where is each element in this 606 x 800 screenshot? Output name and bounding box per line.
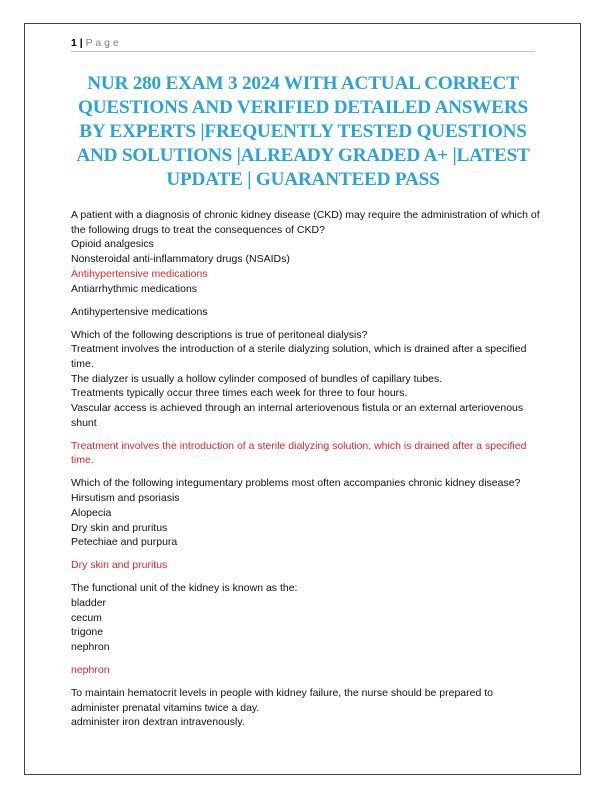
answer-text: Treatment involves the introduction of a sterile dialyzing solution, which is drained after a specified time. [71, 439, 527, 467]
question-block [71, 686, 541, 730]
question-option: administer prenatal vitamins twice a day. [71, 701, 260, 714]
question-option-highlighted: Antihypertensive medications [71, 267, 208, 280]
question-option: Opioid analgesics [71, 238, 154, 251]
question-stem: Which of the following descriptions is true of peritoneal dialysis? [71, 328, 368, 341]
question-option: Treatment involves the introduction of a sterile dialyzing solution, which is drained after a specified time. [71, 343, 527, 370]
question-option: Treatments typically occur three times each week for three to four hours. [71, 387, 408, 400]
question-list [71, 208, 541, 738]
question-option: Dry skin and pruritus [71, 521, 168, 534]
question-stem: Which of the following integumentary problems most often accompanies chronic kidney disease? [71, 477, 521, 490]
answer-text: nephron [71, 664, 110, 677]
page-label: P a g e [85, 37, 119, 49]
question-option: The dialyzer is usually a hollow cylinder composed of bundles of capillary tubes. [71, 372, 443, 385]
question-option: bladder [71, 596, 107, 609]
question-option: Nonsteroidal anti-inflammatory drugs (NSAIDs) [71, 253, 290, 266]
question-block [71, 208, 541, 296]
question-option: trigone [71, 626, 104, 639]
answer-text: Antihypertensive medications [71, 305, 208, 318]
question-stem: A patient with a diagnosis of chronic kidney disease (CKD) may require the administration of which of the following drugs to treat the consequences of CKD? [71, 209, 540, 236]
question-option: Antiarrhythmic medications [71, 282, 198, 295]
question-block [71, 476, 541, 550]
question-stem: To maintain hematocrit levels in people with kidney failure, the nurse should be prepared to [71, 687, 493, 700]
question-block [71, 328, 541, 431]
question-option: nephron [71, 641, 110, 654]
question-block [71, 581, 541, 655]
answer-text: Dry skin and pruritus [71, 559, 168, 572]
question-option: Petechiae and purpura [71, 536, 178, 549]
question-option: Hirsutism and psoriasis [71, 492, 180, 505]
page-number: 1 [71, 37, 77, 49]
page-header [71, 37, 535, 52]
question-stem: The functional unit of the kidney is known as the: [71, 582, 298, 595]
question-option: Vascular access is achieved through an internal arteriovenous fistula or an external arteriovenous shunt [71, 402, 524, 429]
question-option: administer iron dextran intravenously. [71, 716, 245, 729]
document-title: NUR 280 EXAM 3 2024 WITH ACTUAL CORRECT QUESTIONS AND VERIFIED DETAILED ANSWERS BY EXPERTS |FREQUENTLY TESTED QUESTIONS AND SOLUTIONS |ALREADY GRADED A+ |LATEST UPDATE | GUARANTEED PASS [76, 73, 530, 190]
page-separator: | [79, 37, 83, 49]
question-option: Alopecia [71, 506, 112, 519]
question-option: cecum [71, 611, 102, 624]
